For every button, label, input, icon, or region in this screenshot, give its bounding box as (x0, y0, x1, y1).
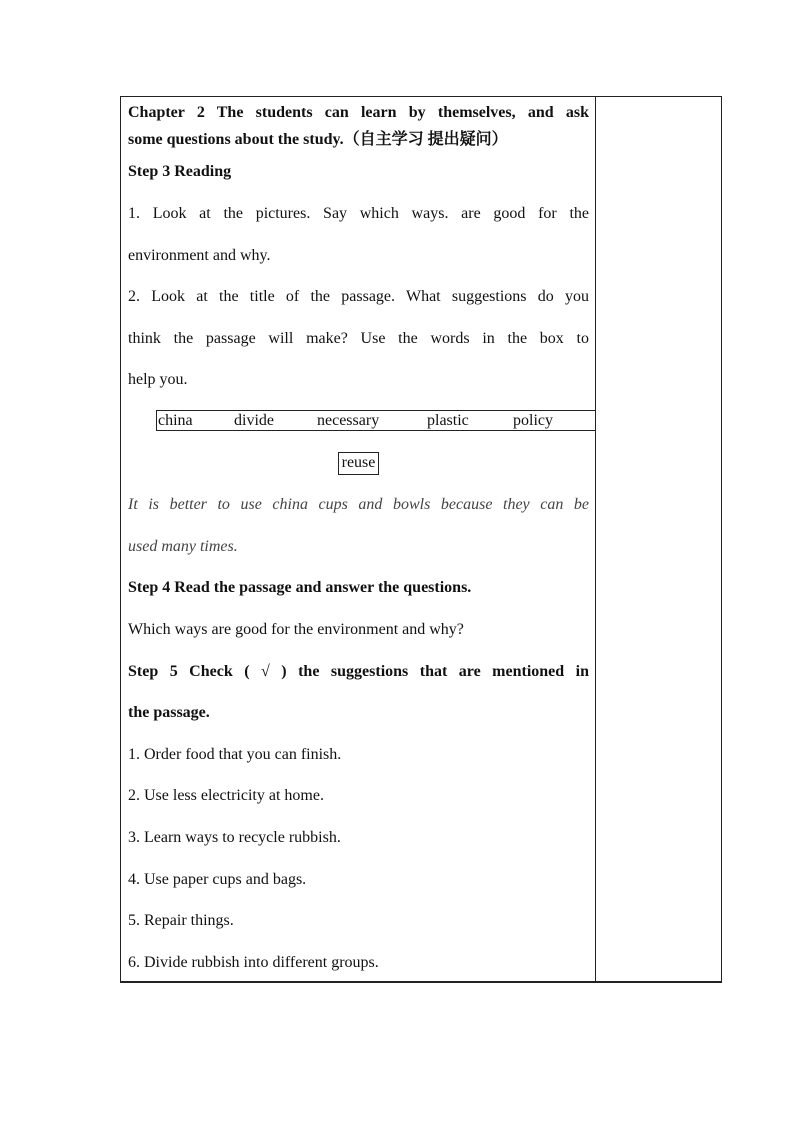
step5-title-line-2: the passage. (128, 704, 210, 721)
suggestion-item: 2. Use less electricity at home. (128, 787, 324, 804)
column-divider (595, 97, 596, 981)
chapter-title-line-2: some questions about the study.（自主学习 提出疑问） (128, 131, 508, 148)
word-box-item: divide (234, 412, 274, 429)
step3-title: Step 3 Reading (128, 163, 232, 180)
step3-q1-line-1: 1. Look at the pictures. Say which ways. are good for the (128, 205, 589, 222)
step5-title-line-1: Step 5 Check ( √ ) the suggestions that are mentioned in (128, 663, 589, 680)
word-box-extra: reuse (338, 452, 379, 475)
suggestion-item: 5. Repair things. (128, 912, 234, 929)
suggestion-item: 4. Use paper cups and bags. (128, 871, 307, 888)
step3-q1-line-2: environment and why. (128, 247, 271, 264)
word-box-item: china (158, 412, 193, 429)
step3-q2-line-1: 2. Look at the title of the passage. What suggestions do you (128, 288, 589, 305)
suggestion-item: 1. Order food that you can finish. (128, 746, 342, 763)
word-box (156, 410, 595, 431)
chapter-title-line-1: Chapter 2 The students can learn by themselves, and ask (128, 104, 589, 121)
lesson-table (120, 96, 722, 983)
step3-q2-line-2: think the passage will make? Use the words in the box to (128, 330, 589, 347)
example-line-1: It is better to use china cups and bowls because they can be (128, 496, 589, 513)
word-box-item: policy (513, 412, 553, 429)
step4-question: Which ways are good for the environment and why? (128, 621, 464, 638)
step4-title: Step 4 Read the passage and answer the questions. (128, 579, 472, 596)
word-box-item: plastic (427, 412, 469, 429)
suggestion-item: 6. Divide rubbish into different groups. (128, 954, 379, 971)
word-box-item: necessary (317, 412, 380, 429)
suggestion-item: 3. Learn ways to recycle rubbish. (128, 829, 341, 846)
example-line-2: used many times. (128, 538, 238, 555)
step3-q2-line-3: help you. (128, 371, 188, 388)
